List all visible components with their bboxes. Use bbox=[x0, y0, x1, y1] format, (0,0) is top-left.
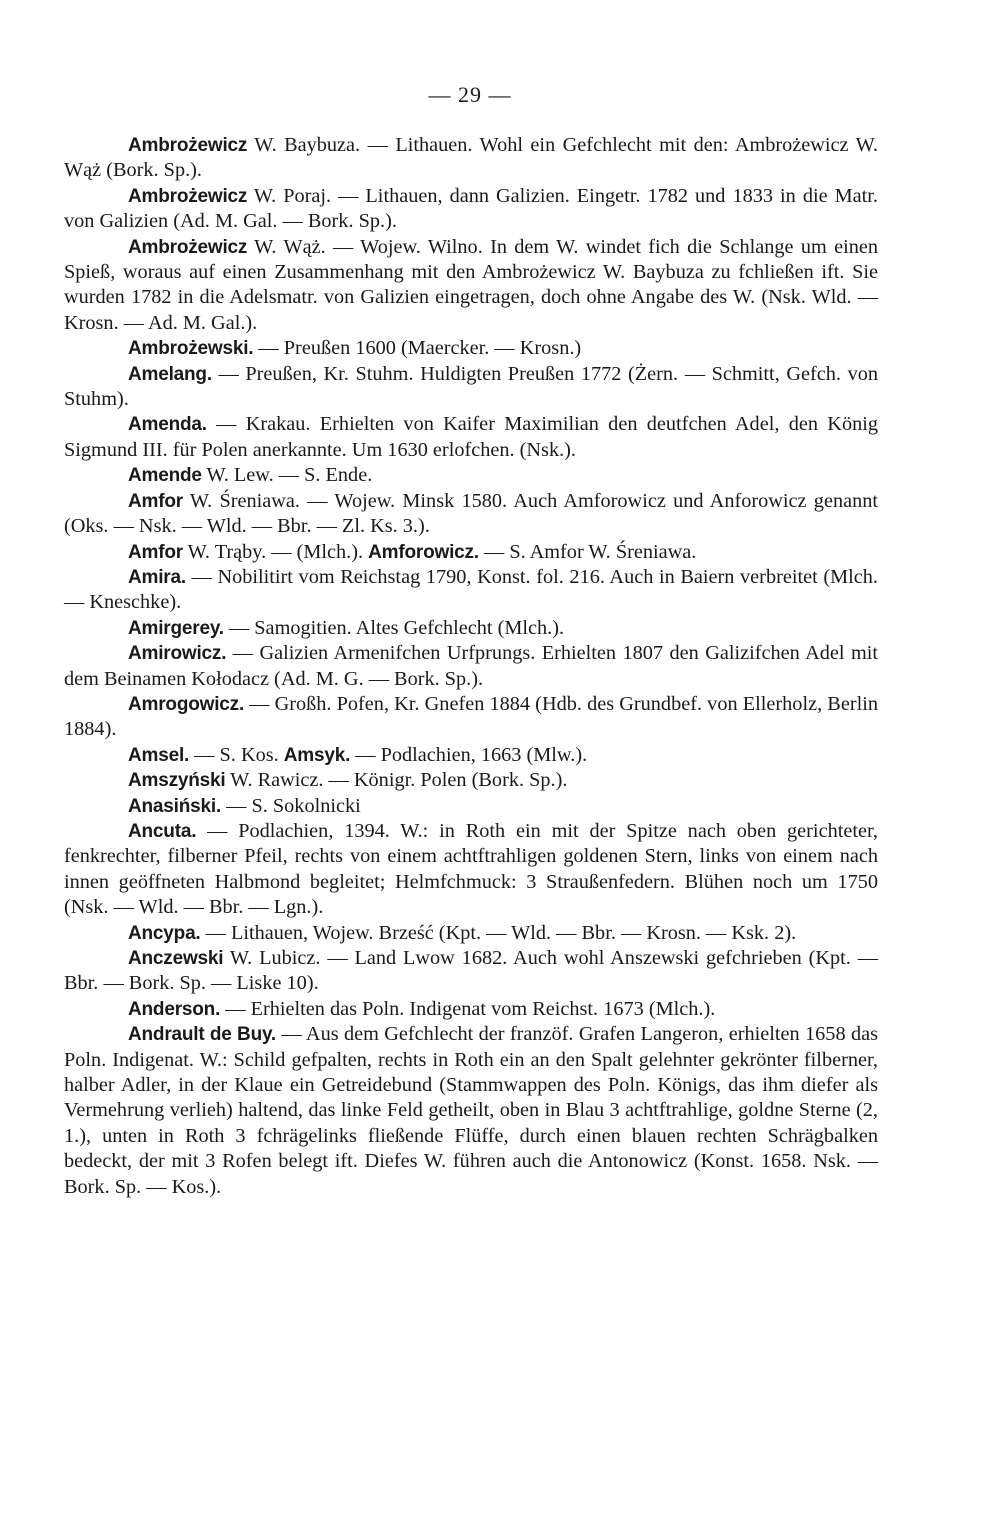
entry-text: W. Lew. — S. Ende. bbox=[201, 464, 373, 487]
entry-headword: Ancypa. bbox=[128, 922, 201, 944]
dictionary-entry bbox=[64, 641, 878, 692]
dictionary-entry bbox=[64, 133, 878, 184]
dictionary-entry bbox=[64, 362, 878, 413]
entry-text: — S. Sokolnicki bbox=[221, 794, 361, 817]
dictionary-entry bbox=[64, 819, 878, 921]
dictionary-entry bbox=[64, 1022, 878, 1200]
entry-headword: Amrogowicz. bbox=[128, 693, 245, 715]
dictionary-entry bbox=[64, 616, 878, 641]
entry-text: — Lithauen, Wojew. Brześć (Kpt. — Wld. — Bbr. — Krosn. — Ksk. 2). bbox=[200, 921, 797, 944]
entry-headword: Ambrożewicz bbox=[128, 135, 248, 156]
entry-text: — Großh. Pofen, Kr. Gnefen 1884 (Hdb. des Grundbef. von Ellerholz, Berlin 1884). bbox=[64, 692, 878, 741]
dictionary-entry bbox=[64, 463, 878, 488]
entry-headword: Amirgerey. bbox=[128, 617, 224, 639]
dictionary-entry bbox=[64, 184, 878, 235]
entry-headword: Anderson. bbox=[128, 998, 221, 1020]
entry-headword: Amenda. bbox=[128, 414, 207, 436]
entry-text: — Samogitien. Altes Gefchlecht (Mlch.). bbox=[223, 616, 565, 639]
entry-headword: Amfor bbox=[128, 541, 183, 563]
entry-headword: Amfor bbox=[128, 490, 183, 512]
dictionary-entry bbox=[64, 336, 878, 361]
entry-text: — Aus dem Gefchlecht der franzöf. Grafen Langeron, erhielten 1658 das Poln. Indigenat. W.: Schild gefpalten, rechts in Roth ein an den Spalt gelehnter gekrönter filberner, halber Adler, in der Klaue ein Getreidebund (Stammwappen des Poln. Königs, das ihm diefer als Vermehrung verlieh) haltend, das linke Feld getheilt, oben in Blau 3 achtftrahlige, goldne Sterne (2, 1.), unten in Roth 3 fchrägelinks fließende Flüffe, durch einen blauen rechten Schrägbalken bedeckt, der mit 3 Rofen belegt ift. Diefes W. führen auch die Antonowicz (Konst. 1658. Nsk. — Bork. Sp. — Kos.). bbox=[64, 1023, 878, 1198]
entry-headword: Ambrożewski. bbox=[128, 338, 254, 360]
entry-headword: Ancuta. bbox=[128, 820, 197, 842]
entry-headword: Amsel. bbox=[128, 744, 190, 766]
page-number: — 29 — bbox=[428, 82, 512, 107]
entry-text: W. Wąż. — Wojew. Wilno. In dem W. windet fich die Schlange um einen Spieß, woraus auf einen Zusammenhang mit den Ambrożewicz W. Baybuza zu fchließen ift. Sie wurden 1782 in die Adelsmatr. von Galizien eingetragen, doch ohne Angabe des W. (Nsk. Wld. — Krosn. — Ad. M. Gal.). bbox=[64, 235, 878, 334]
entry-headword: Ambrożewicz bbox=[128, 185, 248, 207]
entry-text: W. Śreniawa. — Wojew. Minsk 1580. Auch Amforowicz und Anforowicz genannt (Oks. — Nsk. — Wld. — Bbr. — Zl. Ks. 3.). bbox=[64, 489, 878, 538]
entry-text: W. Lubicz. — Land Lwow 1682. Auch wohl Anszewski gefchrieben (Kpt. — Bbr. — Bork. Sp. — Liske 10). bbox=[64, 947, 878, 995]
entry-list bbox=[64, 133, 878, 1200]
entry-headword: Andrault de Buy. bbox=[128, 1024, 277, 1046]
entry-text: — Krakau. Erhielten von Kaifer Maximilian den deutfchen Adel, den König Sigmund III. für Polen anerkannte. Um 1630 erlofchen. (Nsk.). bbox=[64, 413, 878, 461]
entry-headword: Amelang. bbox=[128, 363, 212, 385]
dictionary-entry bbox=[64, 997, 878, 1022]
entry-text: — Nobilitirt vom Reichstag 1790, Konst. fol. 216. Auch in Baiern verbreitet (Mlch. — Kneschke). bbox=[64, 565, 878, 614]
dictionary-entry bbox=[64, 540, 878, 565]
entry-headword: Amira. bbox=[128, 566, 186, 588]
entry-text: — S. Kos. bbox=[189, 743, 284, 766]
dictionary-entry bbox=[64, 768, 878, 793]
entry-text: — Preußen, Kr. Stuhm. Huldigten Preußen 1772 (Żern. — Schmitt, Gefch. von Stuhm). bbox=[64, 362, 878, 411]
entry-headword: Anczewski bbox=[128, 948, 224, 969]
dictionary-entry bbox=[64, 794, 878, 819]
entry-text: — Preußen 1600 (Maercker. — Krosn.) bbox=[253, 337, 582, 360]
dictionary-entry bbox=[64, 743, 878, 768]
dictionary-entry bbox=[64, 235, 878, 337]
dictionary-entry bbox=[64, 565, 878, 616]
dictionary-entry bbox=[64, 692, 878, 743]
dictionary-entry bbox=[64, 489, 878, 540]
entry-headword: Ambrożewicz bbox=[128, 236, 248, 258]
entry-headword: Amforowicz. bbox=[368, 541, 479, 563]
entry-headword: Amirowicz. bbox=[128, 643, 227, 665]
entry-text: W. Trąby. — (Mlch.). bbox=[182, 540, 369, 563]
dictionary-entry bbox=[64, 921, 878, 946]
entry-text: — Podlachien, 1394. W.: in Roth ein mit der Spitze nach oben gerichteter, fenkrechter, filberner Pfeil, rechts von einem achtftrahligen goldenen Stern, links von einem nach innen geöffneten Halbmond begleitet; Helmfchmuck: 3 Straußenfedern. Blühen noch um 1750 (Nsk. — Wld. — Bbr. — Lgn.). bbox=[64, 819, 878, 919]
entry-text: — Erhielten das Poln. Indigenat vom Reichst. 1673 (Mlch.). bbox=[220, 997, 716, 1020]
entry-text: — Podlachien, 1663 (Mlw.). bbox=[350, 743, 588, 766]
entry-headword: Amsyk. bbox=[283, 744, 351, 766]
entry-text: W. Baybuza. — Lithauen. Wohl ein Gefchlecht mit den: Ambrożewicz W. Wąż (Bork. Sp.). bbox=[64, 134, 878, 182]
entry-headword: Anasiński. bbox=[128, 795, 222, 817]
entry-text: W. Poraj. — Lithauen, dann Galizien. Eingetr. 1782 und 1833 in die Matr. von Galizien (Ad. M. Gal. — Bork. Sp.). bbox=[64, 184, 878, 233]
entry-text: — S. Amfor W. Śreniawa. bbox=[478, 540, 697, 563]
dictionary-entry bbox=[64, 946, 878, 997]
dictionary-entry bbox=[64, 412, 878, 463]
entry-text: W. Rawicz. — Königr. Polen (Bork. Sp.). bbox=[225, 769, 568, 792]
entry-headword: Amszyński bbox=[128, 770, 226, 792]
entry-headword: Amende bbox=[128, 465, 202, 487]
entry-text: — Galizien Armenifchen Urfprungs. Erhielten 1807 den Galizifchen Adel mit dem Beinamen Kołodacz (Ad. M. G. — Bork. Sp.). bbox=[64, 642, 878, 690]
